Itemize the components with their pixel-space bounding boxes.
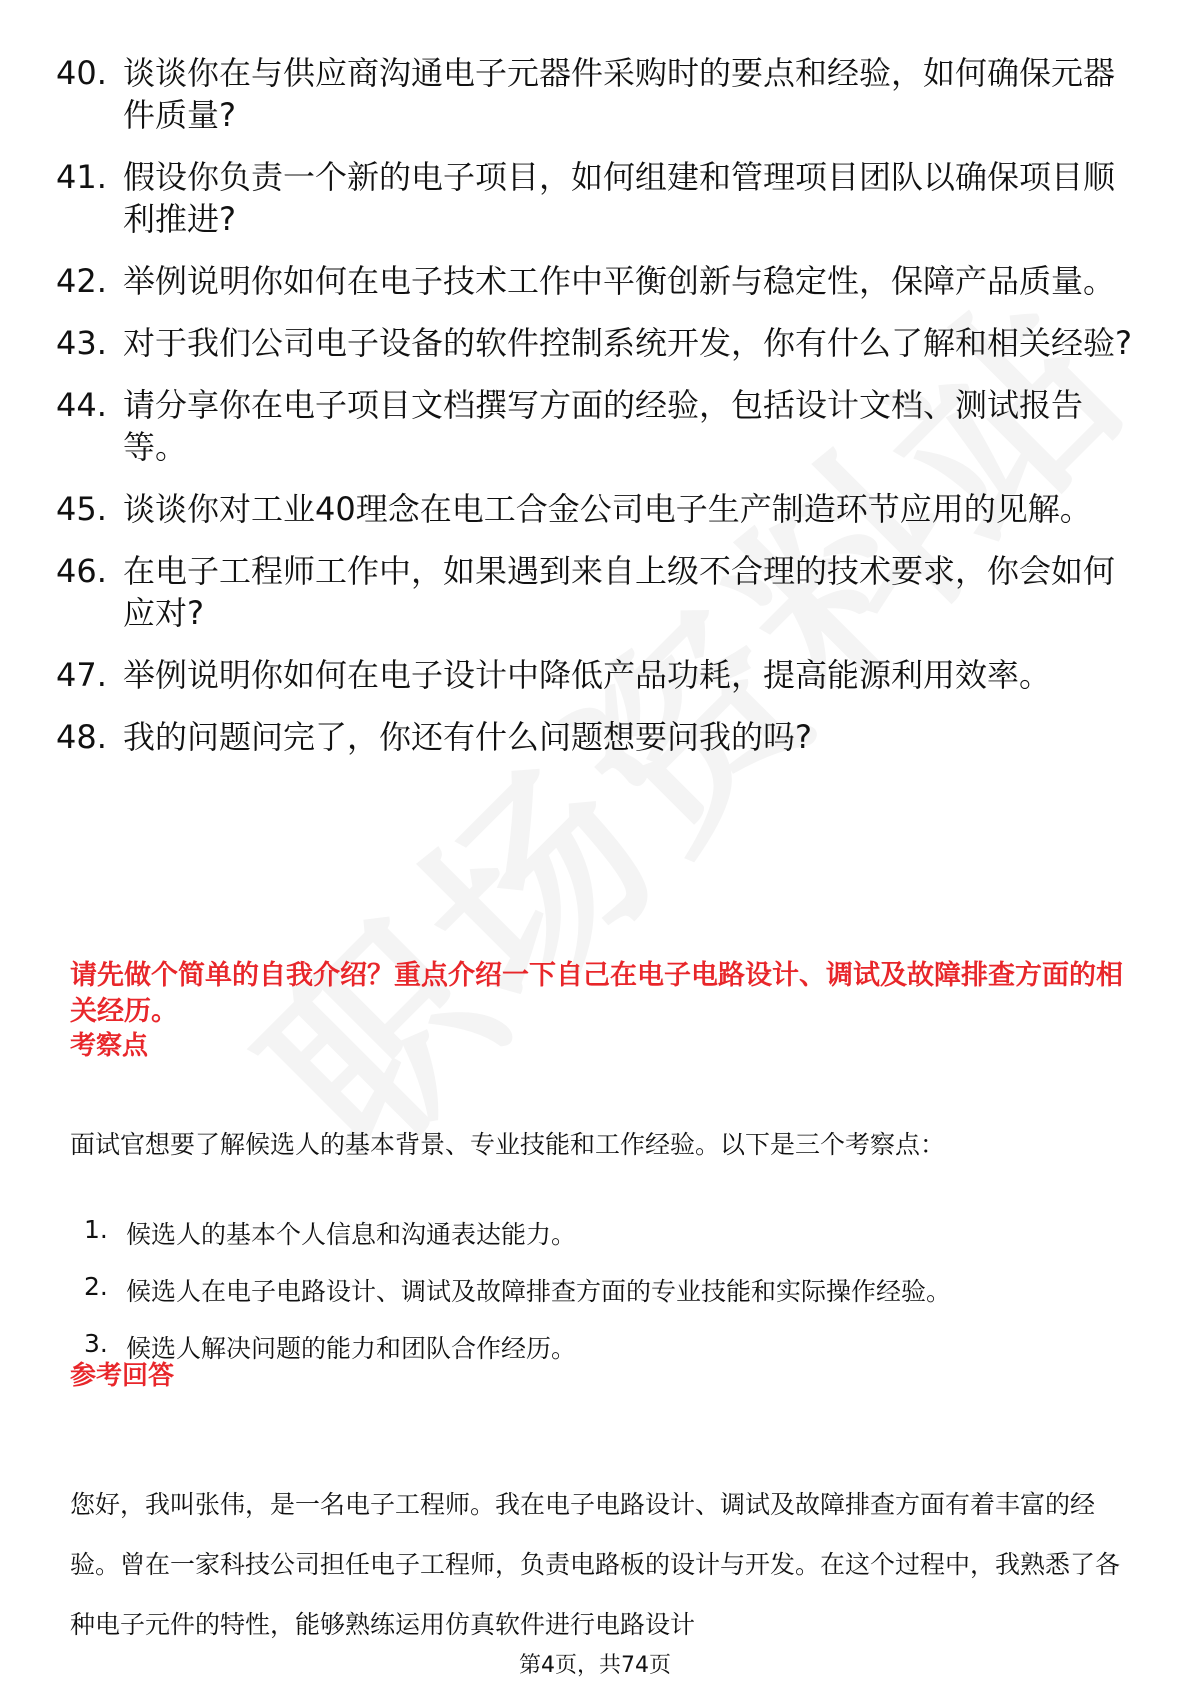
page-footer: 第4页，共74页 [519, 1653, 671, 1678]
question-number: 45. [56, 490, 107, 528]
question-text: 我的问题问完了，你还有什么问题想要问我的吗? [123, 718, 812, 756]
reference-answer [70, 1475, 1130, 1655]
question-text: 谈谈你在与供应商沟通电子元器件采购时的要点和经验，如何确保元器件质量? [123, 54, 1116, 134]
question-list [56, 52, 1136, 778]
assessment-intro: 面试官想要了解候选人的基本背景、专业技能和工作经验。以下是三个考察点： [70, 1130, 946, 1159]
question-item [56, 322, 1136, 364]
assessment-point [84, 1329, 951, 1386]
question-item [56, 384, 1136, 468]
point-text: 候选人解决问题的能力和团队合作经历。 [126, 1334, 577, 1363]
question-text: 假设你负责一个新的电子项目，如何组建和管理项目团队以确保项目顺利推进? [123, 158, 1116, 238]
question-number: 43. [56, 324, 107, 362]
assessment-point [84, 1272, 951, 1329]
question-number: 41. [56, 158, 107, 196]
question-number: 44. [56, 386, 107, 424]
question-text: 举例说明你如何在电子设计中降低产品功耗，提高能源利用效率。 [123, 656, 1052, 694]
question-text: 谈谈你对工业40理念在电工合金公司电子生产制造环节应用的见解。 [123, 490, 1092, 528]
main-question-heading: 请先做个简单的自我介绍？重点介绍一下自己在电子电路设计、调试及故障排查方面的相关经历。 [70, 960, 1123, 1027]
question-number: 48. [56, 718, 107, 756]
question-text: 举例说明你如何在电子技术工作中平衡创新与稳定性，保障产品质量。 [123, 262, 1116, 300]
point-number: 2. [84, 1272, 108, 1301]
question-number: 46. [56, 552, 107, 590]
point-text: 候选人在电子电路设计、调试及故障排查方面的专业技能和实际操作经验。 [126, 1277, 952, 1306]
assessment-points [84, 1215, 951, 1386]
question-item [56, 550, 1136, 634]
question-item [56, 654, 1136, 696]
answer-paragraph: 您好，我叫张伟，是一名电子工程师。我在电子电路设计、调试及故障排查方面有着丰富的经验。曾在一家科技公司担任电子工程师，负责电路板的设计与开发。在这个过程中，我熟悉了各种电子元件的特性，能够熟练运用仿真软件进行电路设计 [70, 1490, 1121, 1639]
assessment-point [84, 1215, 951, 1272]
question-number: 40. [56, 54, 107, 92]
question-number: 42. [56, 262, 107, 300]
point-number: 3. [84, 1329, 108, 1358]
assessment-title: 考察点 [70, 1031, 149, 1061]
question-item [56, 488, 1136, 530]
reference-answer-title: 参考回答 [70, 1361, 175, 1391]
question-item [56, 52, 1136, 136]
question-text: 在电子工程师工作中，如果遇到来自上级不合理的技术要求，你会如何应对? [123, 552, 1116, 632]
question-number: 47. [56, 656, 107, 694]
point-number: 1. [84, 1215, 108, 1244]
question-item [56, 156, 1136, 240]
point-text: 候选人的基本个人信息和沟通表达能力。 [126, 1220, 577, 1249]
question-item [56, 716, 1136, 758]
question-text: 请分享你在电子项目文档撰写方面的经验，包括设计文档、测试报告等。 [123, 386, 1084, 466]
question-item [56, 260, 1136, 302]
question-text: 对于我们公司电子设备的软件控制系统开发，你有什么了解和相关经验? [123, 324, 1132, 362]
